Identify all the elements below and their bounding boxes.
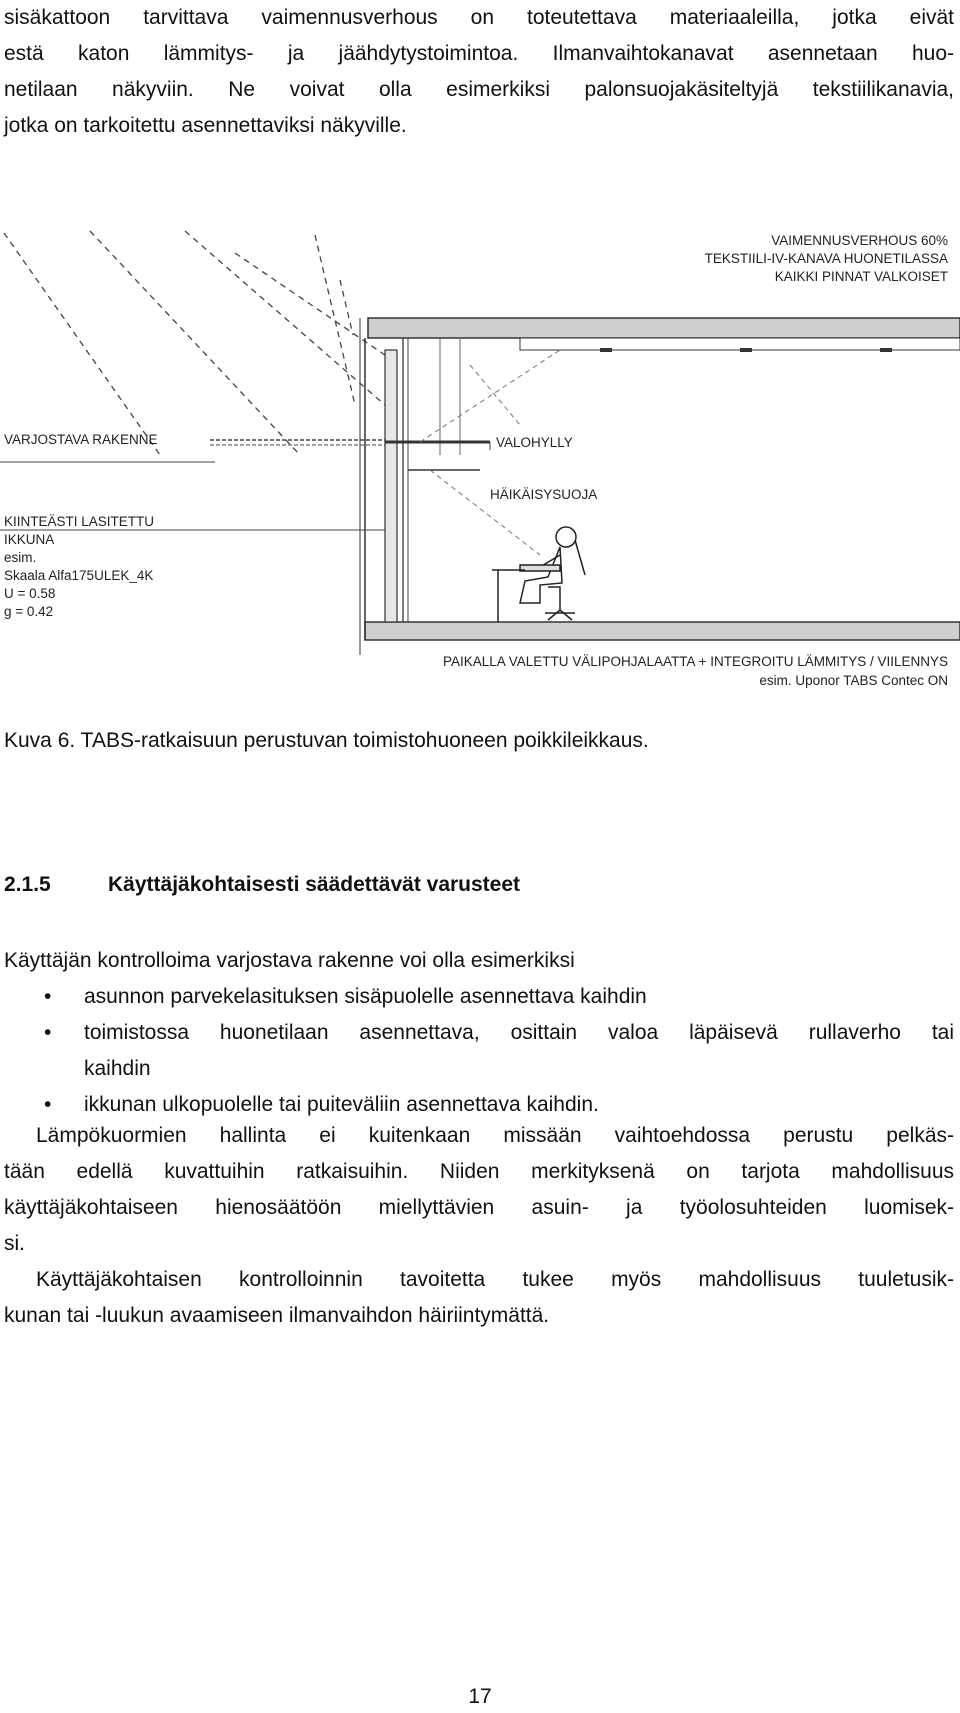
sun-ray-line bbox=[340, 280, 353, 335]
label-window-u: U = 0.58 bbox=[4, 586, 56, 601]
text-line: kunan tai -luukun avaamiseen ilmanvaihdon häiriintymättä. bbox=[4, 1304, 550, 1327]
text-line: tään edellä kuvattuihin ratkaisuihin. Niiden merkityksenä on tarjota mahdollisuus bbox=[4, 1160, 954, 1183]
label-slab-example: esim. Uponor TABS Contec ON bbox=[759, 673, 948, 688]
label-glare: HÄIKÄISYSUOJA bbox=[490, 487, 598, 502]
label-light-shelf: VALOHYLLY bbox=[496, 435, 573, 450]
sun-ray-line bbox=[185, 231, 385, 405]
section-title: Käyttäjäkohtaisesti säädettävät varusteet bbox=[108, 873, 521, 896]
label-window-example: esim. bbox=[4, 550, 37, 565]
label-window: KIINTEÄSTI LASITETTU bbox=[4, 514, 155, 529]
sun-ray-line bbox=[315, 235, 355, 405]
bullet-list bbox=[0, 979, 960, 1123]
cross-section-figure bbox=[0, 225, 960, 703]
bullet-icon: • bbox=[44, 1093, 52, 1116]
section-number: 2.1.5 bbox=[4, 873, 51, 896]
text-line: netilaan näkyviin. Ne voivat olla esimerkiksi palonsuojakäsiteltyjä tekstiilikanavia, bbox=[4, 78, 954, 101]
body-paragraph bbox=[4, 1262, 954, 1334]
window-frame bbox=[385, 350, 397, 622]
label-window-g: g = 0.42 bbox=[4, 604, 54, 619]
text-line: toimistossa huonetilaan asennettava, osittain valoa läpäisevä rullaverho tai bbox=[84, 1021, 954, 1044]
ceiling-slab bbox=[368, 318, 960, 338]
text-line: kaihdin bbox=[84, 1057, 151, 1080]
label-acoustic: VAIMENNUSVERHOUS 60% bbox=[771, 233, 948, 248]
label-window: IKKUNA bbox=[4, 532, 55, 547]
floor-slab bbox=[365, 622, 960, 640]
text-line: ikkunan ulkopuolelle tai puiteväliin asennettava kaihdin. bbox=[84, 1093, 599, 1116]
label-window-product: Skaala Alfa175ULEK_4K bbox=[4, 568, 154, 583]
page-number: 17 bbox=[468, 1685, 492, 1708]
text-line: Käyttäjäkohtaisen kontrolloinnin tavoitetta tukee myös mahdollisuus tuuletusik- bbox=[36, 1268, 954, 1291]
text-line: estä katon lämmitys- ja jäähdytystoimintoa. Ilmanvaihtokanavat asennetaan huo- bbox=[4, 42, 954, 65]
sun-ray-line bbox=[90, 231, 300, 455]
text-line: käyttäjäkohtaiseen hienosäätöön miellyttävien asuin- ja työolosuhteiden luomisek- bbox=[4, 1196, 954, 1219]
figure-caption: Kuva 6. TABS-ratkaisuun perustuvan toimistohuoneen poikkileikkaus. bbox=[4, 729, 649, 752]
text-line: Lämpökuormien hallinta ei kuitenkaan missään vaihtoehdossa perustu pelkäs- bbox=[36, 1124, 954, 1147]
person-icon bbox=[492, 527, 585, 622]
label-textile-duct: TEKSTIILI-IV-KANAVA HUONETILASSA bbox=[704, 251, 948, 266]
sun-ray-line bbox=[4, 233, 160, 455]
lead-paragraph: Käyttäjän kontrolloima varjostava rakenne voi olla esimerkiksi bbox=[4, 949, 575, 972]
list-item bbox=[0, 1015, 954, 1087]
intro-paragraph bbox=[4, 0, 954, 144]
body-paragraph bbox=[4, 1118, 954, 1262]
text-line: si. bbox=[4, 1232, 25, 1255]
label-shade: VARJOSTAVA RAKENNE bbox=[4, 432, 158, 447]
label-white-surfaces: KAIKKI PINNAT VALKOISET bbox=[774, 269, 948, 284]
text-line: jotka on tarkoitettu asennettaviksi näkyville. bbox=[4, 114, 407, 137]
label-slab: PAIKALLA VALETTU VÄLIPOHJALAATTA + INTEGROITU LÄMMITYS / VIILENNYS bbox=[442, 654, 948, 669]
bullet-icon: • bbox=[44, 1021, 52, 1044]
section-heading bbox=[4, 873, 520, 897]
list-item bbox=[0, 979, 954, 1015]
text-line: sisäkattoon tarvittava vaimennusverhous on toteutettava materiaaleilla, jotka eivät bbox=[4, 6, 954, 29]
bullet-icon: • bbox=[44, 985, 52, 1008]
text-line: asunnon parvekelasituksen sisäpuolelle asennettava kaihdin bbox=[84, 985, 647, 1008]
